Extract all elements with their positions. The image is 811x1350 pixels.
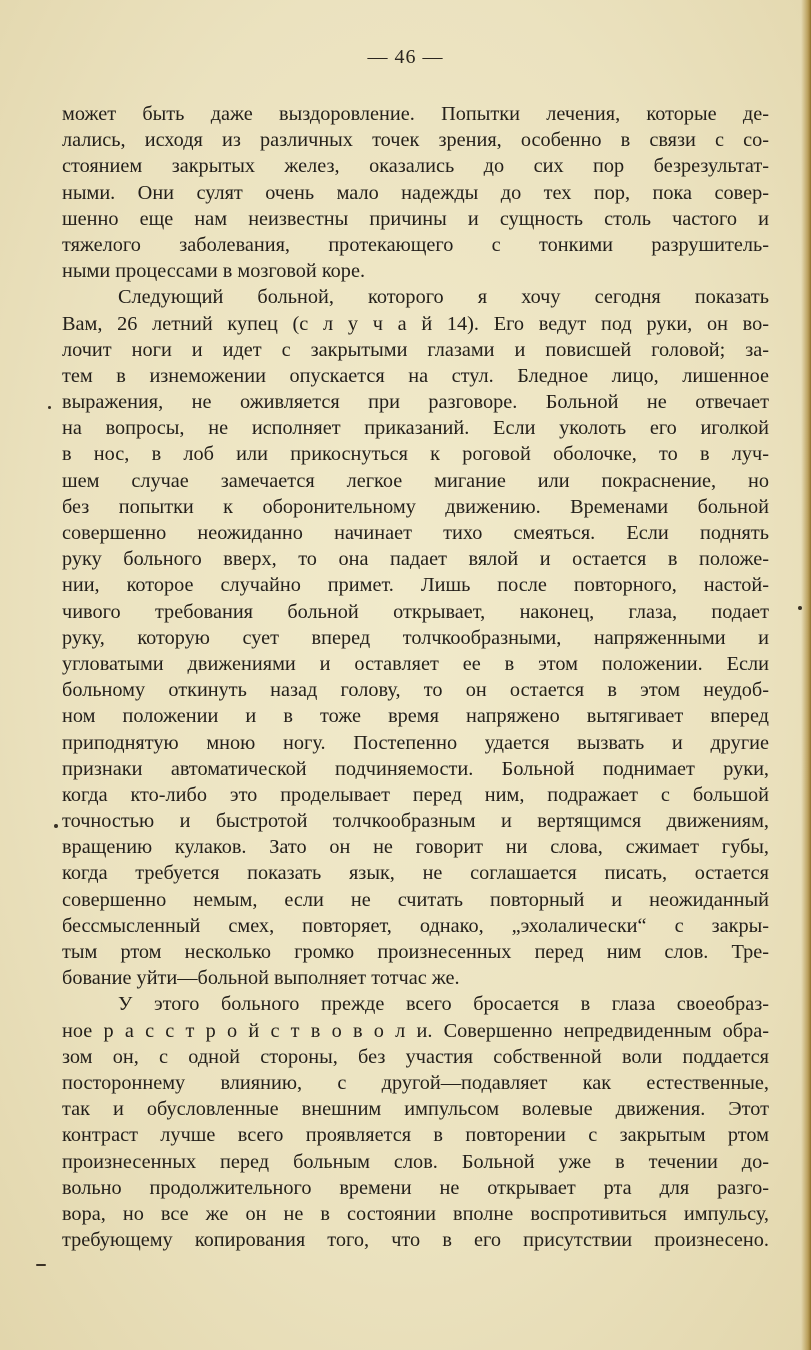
text-line: шем случае замечается легкое мигание или покраснение, но <box>62 469 769 492</box>
text-line: У этого больного прежде всего бросается в глаза своеобраз- <box>118 993 769 1016</box>
text-line: так и обусловленные внешним импульсом волевые движения. Этот <box>62 1098 769 1121</box>
text-line: выражения, не оживляется при разговоре. Больной не отвечает <box>62 391 769 414</box>
text-line: постороннему влиянию, с другой—подавляет как естественные, <box>62 1071 769 1094</box>
text-line: бессмысленный смех, повторяет, однако, „эхолалически“ с закры- <box>62 914 769 937</box>
text-line: зом он, с одной стороны, без участия собственной воли поддается <box>62 1045 769 1068</box>
text-line: ном положении и в тоже время напряжено вытягивает вперед <box>62 705 769 728</box>
text-line: на вопросы, не исполняет приказаний. Если уколоть его иголкой <box>62 417 769 440</box>
text-line: приподнятую мною ногу. Постепенно удается вызвать и другие <box>62 731 769 754</box>
text-line: Следующий больной, которого я хочу сегодня показать <box>118 286 769 309</box>
text-line: ное р а с с т р о й с т в о в о л и. Совершенно непредвиденным обра- <box>62 1019 769 1042</box>
text-line: нии, которое случайно примет. Лишь после повторного, настой- <box>62 574 769 597</box>
text-line: требующему копирования того, что в его присутствии произнесено. <box>62 1229 769 1252</box>
body-text <box>62 101 769 1253</box>
ink-speck <box>54 824 58 828</box>
text-line: совершенно неожиданно начинает тихо смеяться. Если поднять <box>62 522 769 544</box>
text-line: лочит ноги и идет с закрытыми глазами и повисшей головой; за- <box>62 338 769 361</box>
text-line: руку больного вверх, то она падает вялой и остается в положе- <box>62 548 769 571</box>
text-line: когда кто-либо это проделывает перед ним, подражает с большой <box>62 783 769 806</box>
text-line: произнесенных перед больным слов. Больной уже в течении до- <box>62 1150 769 1173</box>
ink-speck <box>798 606 802 610</box>
page-edge-shadow <box>801 0 811 1350</box>
text-line: вольно продолжительного времени не открывает рта для разго- <box>62 1176 769 1199</box>
text-line: тяжелого заболевания, протекающего с тонкими разрушитель- <box>62 233 769 256</box>
text-line: контраст лучше всего проявляется в повторении с закрытым ртом <box>62 1124 769 1147</box>
text-line: в нос, в лоб или прикоснуться к роговой оболочке, то в луч- <box>62 443 769 466</box>
text-line: точностью и быстротой толчкообразным и вертящимся движениям, <box>62 810 769 833</box>
ink-speck <box>48 406 51 409</box>
text-line: бование уйти—больной выполняет тотчас же. <box>62 967 460 990</box>
text-line: когда требуется показать язык, не соглашается писать, остается <box>62 862 769 885</box>
text-line: больному откинуть назад голову, то он остается в этом неудоб- <box>62 679 769 702</box>
text-line: угловатыми движениями и оставляет ее в этом положении. Если <box>62 652 769 675</box>
text-line: совершенно немым, если не считать повторный и неожиданный <box>62 888 769 911</box>
ink-speck <box>36 1264 46 1266</box>
text-line: тым ртом несколько громко произнесенных перед ним слов. Тре- <box>62 941 769 963</box>
text-line: чивого требования больной открывает, наконец, глаза, подает <box>62 600 769 623</box>
text-line: Вам, 26 летний купец (с л у ч а й 14). Его ведут под руки, он во- <box>62 312 769 335</box>
text-line: вращению кулаков. Зато он не говорит ни слова, сжимает губы, <box>62 836 769 859</box>
text-line: без попытки к оборонительному движению. Временами больной <box>62 495 769 518</box>
text-line: ными процессами в мозговой коре. <box>62 260 366 283</box>
text-line: ными. Они сулят очень мало надежды до тех пор, пока совер- <box>62 181 769 204</box>
text-line: стоянием закрытых желез, оказались до сих пор безрезультат- <box>62 155 769 178</box>
text-line: руку, которую сует вперед толчкообразными, напряженными и <box>62 626 769 649</box>
text-line: вора, но все же он не в состоянии вполне воспротивиться импульсу, <box>62 1202 769 1225</box>
text-line: лались, исходя из различных точек зрения, особенно в связи с со- <box>62 129 769 152</box>
page-number: — 46 — <box>367 46 444 68</box>
text-line: может быть даже выздоровление. Попытки лечения, которые де- <box>62 103 769 125</box>
text-line: шенно еще нам неизвестны причины и сущность столь частого и <box>62 207 769 230</box>
text-line: тем в изнеможении опускается на стул. Бледное лицо, лишенное <box>62 364 769 387</box>
text-line: признаки автоматической подчиняемости. Больной поднимает руки, <box>62 757 769 780</box>
